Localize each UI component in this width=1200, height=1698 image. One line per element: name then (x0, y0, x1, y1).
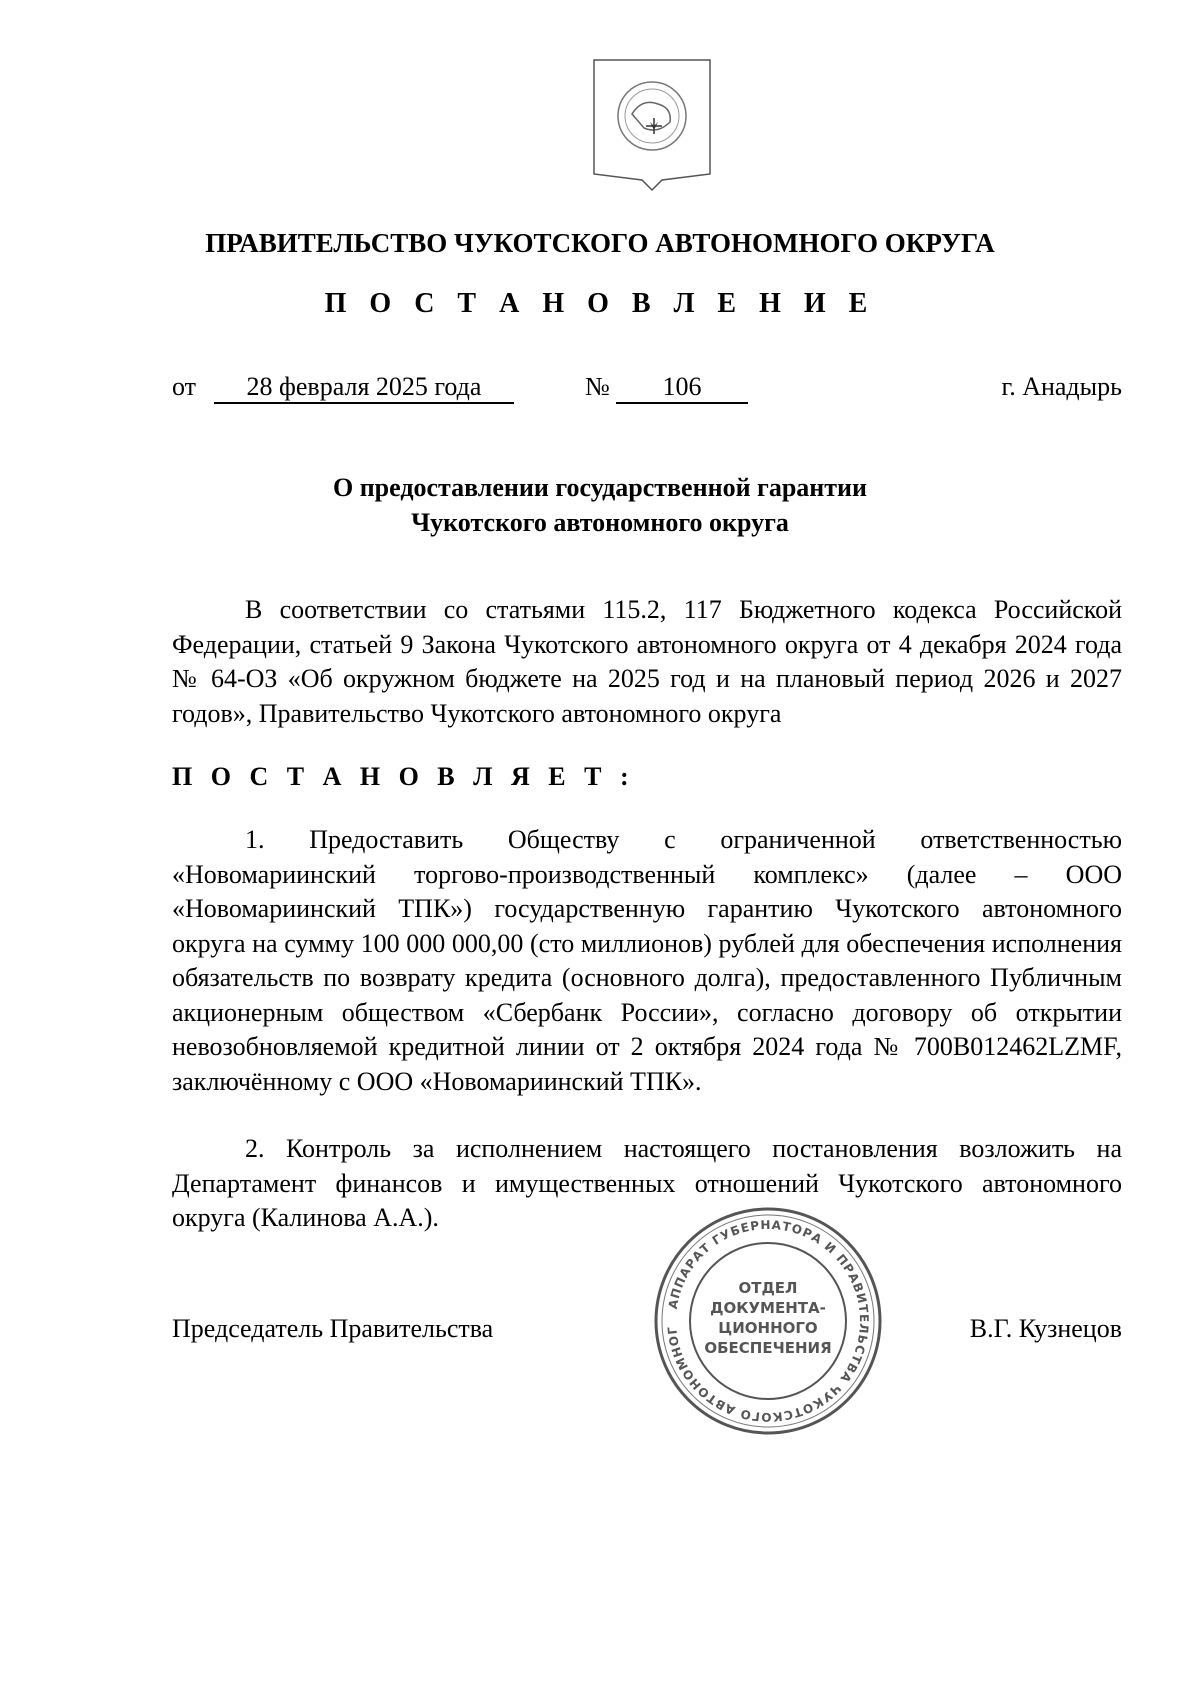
document-date: 28 февраля 2025 года (214, 372, 514, 404)
stamp-center-line: ОБЕСПЕЧЕНИЯ (704, 1339, 832, 1357)
subject-line-2: Чукотского автономного округа (411, 508, 789, 537)
organization-title: ПРАВИТЕЛЬСТВО ЧУКОТСКОГО АВТОНОМНОГО ОКРУГА (205, 228, 995, 258)
signer-title: Председатель Правительства (172, 1314, 494, 1343)
document-subject (0, 470, 1200, 540)
document-city: г. Анадырь (1001, 372, 1122, 401)
preamble-paragraph: В соответствии со статьями 115.2, 117 Бюджетного кодекса Российской Федерации, статьей 9 Закона Чукотского автономного округа от 4 декабря 2024 года № 64-ОЗ «Об окружном бюджете на 2025 год и на плановый период 2026 и 2027 годов», Правительство Чукотского автономного округа (172, 595, 1122, 728)
shield-icon (588, 56, 716, 206)
stamp-ring-text: АППАРАТ ГУБЕРНАТОРА И ПРАВИТЕЛЬСТВА ЧУКОТСКОГО АВТОНОМНОГ (665, 1217, 872, 1425)
document-meta-row (172, 372, 1122, 408)
document-number: 106 (616, 372, 748, 404)
from-label: от (172, 372, 197, 401)
decree-heading: П О С Т А Н О В Л Я Е Т : (172, 762, 635, 791)
subject-line-1: О предоставлении государственной гарантии (332, 473, 868, 502)
decree-item-2: 2. Контроль за исполнением настоящего постановления возложить на Департамент финансов и имущественных отношений Чукотского автономного округа (Калинова А.А.). (172, 1134, 1122, 1232)
decree-item-1: 1. Предоставить Обществу с ограниченной ответственностью «Новомариинский торгово-производственный комплекс» (далее – ООО «Новомариинский ТПК») государственную гарантию Чукотского автономного округа на сумму 100 000 000,00 (сто миллионов) рублей для обеспечения исполнения обязательств по возврату кредита (основного долга), предоставленного Публичным акционерным обществом «Сбербанк России», согласно договору об открытии невозобновляемой кредитной линии от 2 октября 2024 года № 700B012462LZMF, заключённому с ООО «Новомариинский ТПК». (172, 825, 1122, 1096)
stamp-seal-icon (650, 1203, 886, 1439)
stamp-center-line: ЦИОННОГО (718, 1319, 818, 1337)
number-label: № (585, 372, 610, 401)
coat-of-arms-emblem (588, 56, 716, 206)
official-stamp (650, 1203, 886, 1439)
document-type: П О С Т А Н О В Л Е Н И Е (324, 288, 876, 319)
signer-name: В.Г. Кузнецов (969, 1314, 1122, 1343)
stamp-center-line: ОТДЕЛ (738, 1279, 798, 1297)
stamp-center-line: ДОКУМЕНТА- (710, 1299, 826, 1317)
